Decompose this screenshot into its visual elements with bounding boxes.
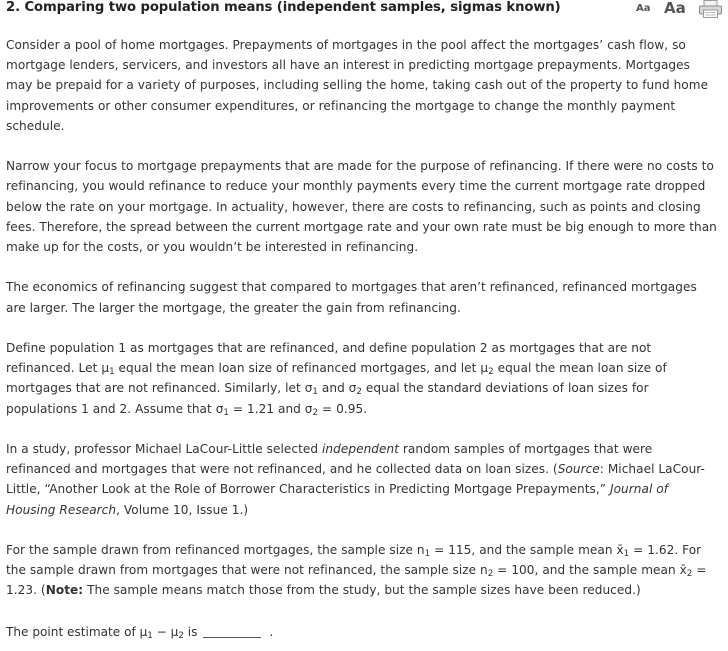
p5-text-c: : Michael LaCour-Little, “Another Look at the Role of Borrower Characteristics in Predicting Mortgage Prepayments,”: [6, 462, 705, 497]
journal-title: Journal of Housing Research: [6, 482, 669, 517]
p4-text-a: Define population 1 as mortgages that are refinanced, and define population 2 as mortgages that are not refinanced. Let: [6, 341, 652, 376]
subscript-2: 2: [487, 569, 494, 580]
mu-symbol: μ: [101, 361, 110, 376]
p6-text-a: For the sample drawn from refinanced mortgages, the sample size n: [6, 543, 425, 557]
mu-symbol: μ: [480, 361, 489, 376]
pe-end-period: .: [269, 625, 274, 639]
paragraph-refinancing-focus: Narrow your focus to mortgage prepayments that are made for the purpose of refinancing. If there were no costs to refinancing, you would refinance to reduce your monthly payments every time the current mortgage rate dropped below the rate on your mortgage. In actuality, however, there are costs to refinancing, such as points and closing fees. Therefore, the spread between the current mortgage rate and your own rate must be big enough to more than make up for the costs, or you wouldn’t be interested in refinancing.: [6, 159, 717, 255]
p6-text-c: = 1.62. For the sample drawn from mortgages that were not refinanced, the sample size n: [6, 543, 702, 578]
subscript-1: 1: [312, 387, 318, 398]
increase-text-size-button[interactable]: Aa: [664, 0, 686, 17]
p6-text-e: = 1.23. (: [6, 563, 707, 598]
question-header: [0, 0, 728, 22]
sigma-symbol: σ: [215, 401, 224, 416]
p5-text-b: random samples of mortgages that were refinanced and mortgages that were not refinanced, and he collected data on loan sizes. (: [6, 442, 653, 477]
pe-text-a: The point estimate of μ: [6, 625, 148, 639]
subscript-2: 2: [488, 367, 494, 378]
subscript-1: 1: [223, 407, 229, 418]
p6-text-d: = 100, and the sample mean x̄: [493, 563, 687, 578]
paragraph-sample-statistics: [6, 540, 718, 601]
subscript-1: 1: [147, 631, 153, 642]
subscript-2: 2: [178, 631, 184, 642]
pe-text-b: − μ: [152, 625, 179, 639]
subscript-2: 2: [312, 407, 319, 418]
source-label: Source: [557, 462, 600, 477]
sigma-symbol: σ: [348, 381, 357, 396]
p4-text-f: = 1.21 and: [229, 401, 305, 416]
paragraph-study-description: [6, 439, 718, 520]
p4-text-b: equal the mean loan size of refinanced mortgages, and let: [114, 361, 481, 376]
subscript-2: 2: [356, 387, 363, 398]
p5-text-a: In a study, professor Michael LaCour-Little selected: [6, 442, 323, 456]
p6-text-b: = 115, and the sample mean x̄: [430, 543, 624, 557]
note-label: Note:: [45, 583, 84, 598]
p6-text-f: The sample means match those from the study, but the sample sizes have been reduced.): [83, 583, 641, 598]
subscript-2: 2: [686, 569, 693, 580]
subscript-1: 1: [623, 549, 630, 560]
sigma-symbol: σ: [304, 381, 313, 396]
paragraph-mortgage-pool: Consider a pool of home mortgages. Prepayments of mortgages in the pool affect the mortgages’ cash flow, so mortgage lenders, servicers, and investors all have an interest in predicting mortgage prepayments. Mortgages may be prepaid for a variety of purposes, including selling the home, taking cash out of the property to fund home improvements or other consumer expenditures, or refinancing the mortgage to change the monthly payment schedule.: [6, 38, 709, 133]
question-body: [6, 35, 718, 621]
paragraph-population-definitions: [6, 338, 718, 419]
p4-text-e: equal the standard deviations of loan sizes for populations 1 and 2. Assume that: [6, 381, 649, 416]
sigma-symbol: σ: [304, 401, 313, 416]
p4-text-g: = 0.95.: [318, 401, 368, 416]
question-title: 2. Comparing two population means (independent samples, sigmas known): [6, 0, 561, 15]
point-estimate-answer-blank[interactable]: [203, 625, 261, 638]
p4-text-c: equal the mean loan size of mortgages that are not refinanced. Similarly, let: [6, 361, 667, 396]
print-icon[interactable]: [698, 0, 724, 18]
pe-text-c: is: [183, 625, 198, 639]
independent-emphasis: independent: [322, 442, 400, 456]
p5-text-d: , Volume 10, Issue 1.): [116, 502, 249, 517]
decrease-text-size-button[interactable]: Aa: [636, 3, 651, 14]
subscript-1: 1: [109, 367, 115, 378]
paragraph-refinancing-economics: The economics of refinancing suggest that compared to mortgages that aren’t refinanced, refinanced mortgages are larger. The larger the mortgage, the greater the gain from refinancing.: [6, 280, 697, 315]
point-estimate-question: [6, 622, 273, 642]
subscript-1: 1: [424, 549, 431, 560]
p4-text-d: and: [318, 381, 349, 396]
